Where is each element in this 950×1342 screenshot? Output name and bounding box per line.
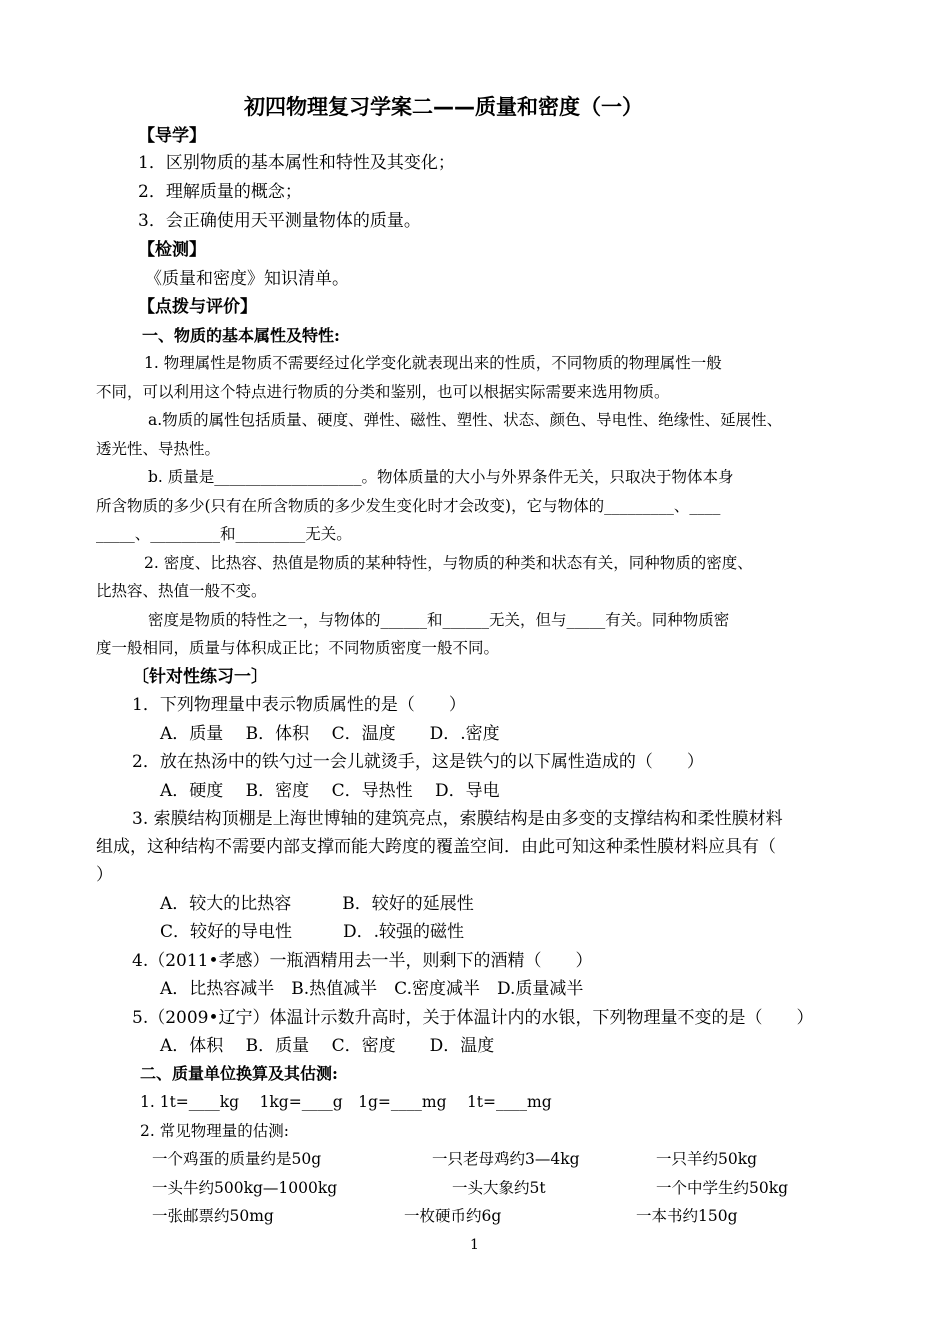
test-text: 《质量和密度》知识清单。 [145, 269, 349, 289]
estimate-elephant: 一头大象约5t [452, 1179, 546, 1197]
question-3-options-1: A．较大的比热容 B．较好的延展性 [160, 894, 474, 914]
estimate-hen: 一只老母鸡约3—4kg [432, 1150, 580, 1168]
estimate-cow: 一头牛约500kg—1000kg [152, 1179, 338, 1197]
guide-item-2: 2．理解质量的概念； [138, 182, 302, 202]
part1-b-line2: 所含物质的多少(只有在所含物质的多少发生变化时才会改变)，它与物体的_________、____ [96, 497, 721, 515]
question-2-options: A．硬度 B．密度 C．导热性 D．导电 [160, 781, 500, 801]
part1-heading: 一、物质的基本属性及特性: [142, 326, 340, 345]
estimate-heading: 2. 常见物理量的估测: [140, 1122, 289, 1140]
guide-item-1: 1．区别物质的基本属性和特性及其变化； [138, 153, 455, 173]
eval-heading: 【点拨与评价】 [138, 297, 257, 317]
practice-heading: 〔针对性练习一〕 [132, 667, 268, 687]
question-3-stem-line2: 组成，这种结构不需要内部支撑而能大跨度的覆盖空间．由此可知这种柔性膜材料应具有（ [96, 837, 776, 857]
estimate-sheep: 一只羊约50kg [656, 1150, 758, 1168]
question-4-options: A．比热容减半 B.热值减半 C.密度减半 D.质量减半 [160, 979, 584, 999]
part2-heading: 二、质量单位换算及其估测: [140, 1064, 338, 1083]
question-3-options-2: C．较好的导电性 D．.较强的磁性 [160, 922, 465, 942]
question-2-stem: 2．放在热汤中的铁勺过一会儿就烫手，这是铁勺的以下属性造成的（ ） [132, 752, 704, 772]
part1-a-line2: 透光性、导热性。 [96, 440, 221, 458]
part1-a-line1: a.物质的属性包括质量、硬度、弹性、磁性、塑性、状态、颜色、导电性、绝缘性、延展性、 [148, 411, 783, 429]
part1-p1-line2: 不同，可以利用这个特点进行物质的分类和鉴别，也可以根据实际需要来选用物质。 [96, 383, 670, 401]
estimate-egg: 一个鸡蛋的质量约是50g [152, 1150, 322, 1168]
part1-b-line3: _____、_________和_________无关。 [96, 525, 352, 543]
question-5-options: A．体积 B．质量 C．密度 D．温度 [160, 1036, 495, 1056]
question-1-options: A．质量 B．体积 C．温度 D．.密度 [160, 724, 500, 744]
density-line1: 密度是物质的特性之一，与物体的______和______无关，但与_____有关。同种物质密 [148, 611, 730, 629]
test-heading: 【检测】 [138, 240, 206, 260]
estimate-stamp: 一张邮票约50mg [152, 1207, 274, 1225]
page-number: 1 [470, 1237, 479, 1253]
guide-item-3: 3．会正确使用天平测量物体的质量。 [138, 211, 421, 231]
part1-p1-line1: 1. 物理属性是物质不需要经过化学变化就表现出来的性质，不同物质的物理属性一般 [144, 354, 722, 372]
question-3-stem-line1: 3. 索膜结构顶棚是上海世博轴的建筑亮点，索膜结构是由多变的支撑结构和柔性膜材料 [132, 809, 783, 829]
question-5-stem: 5.（2009•辽宁）体温计示数升高时，关于体温计内的水银，下列物理量不变的是（ ） [132, 1008, 814, 1028]
part1-p2-line2: 比热容、热值一般不变。 [96, 582, 267, 600]
unit-conversion-line: 1. 1t=____kg 1kg=____g 1g=____mg 1t=____mg [140, 1093, 552, 1111]
estimate-student: 一个中学生约50kg [656, 1179, 789, 1197]
page-title: 初四物理复习学案二——质量和密度（一） [244, 95, 643, 119]
density-line2: 度一般相同，质量与体积成正比；不同物质密度一般不同。 [96, 639, 500, 657]
question-3-stem-line3: ） [96, 865, 113, 885]
estimate-coin: 一枚硬币约6g [404, 1207, 502, 1225]
part1-b-line1: b. 质量是___________________。物体质量的大小与外界条件无关，只取决于物体本身 [148, 468, 734, 486]
question-4-stem: 4.（2011•孝感）一瓶酒精用去一半，则剩下的酒精（ ） [132, 951, 593, 971]
estimate-book: 一本书约150g [636, 1207, 738, 1225]
part1-p2-line1: 2. 密度、比热容、热值是物质的某种特性，与物质的种类和状态有关，同种物质的密度、 [144, 554, 753, 572]
question-1-stem: 1．下列物理量中表示物质属性的是（ ） [132, 695, 466, 715]
guide-heading: 【导学】 [138, 126, 206, 146]
